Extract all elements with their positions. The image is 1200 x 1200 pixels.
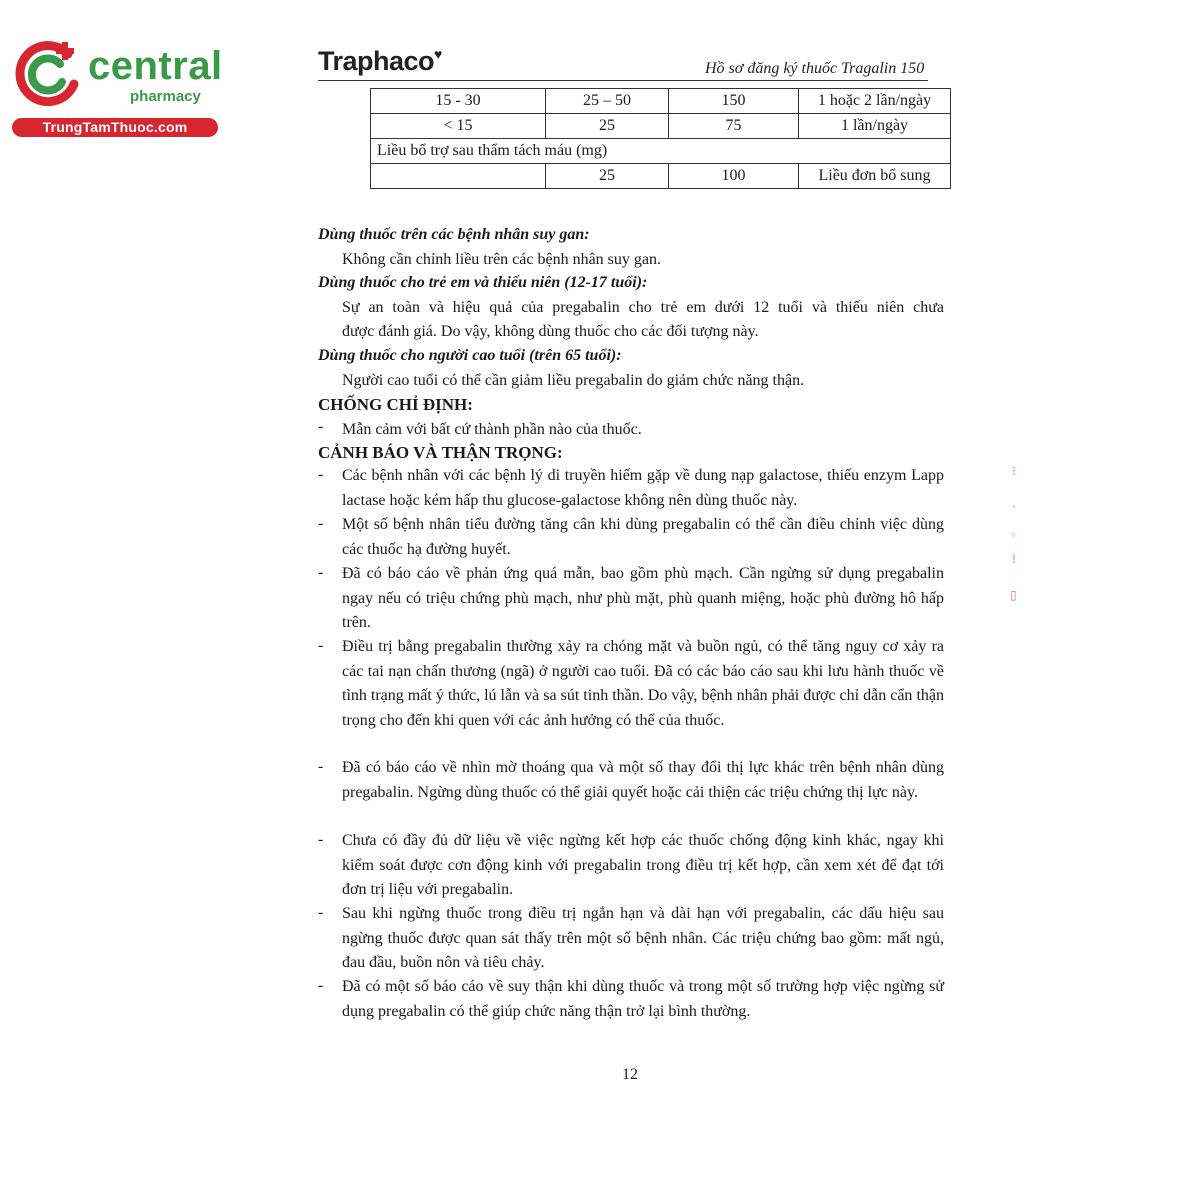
- table-row: [371, 89, 951, 114]
- contraindications-heading: CHỐNG CHỈ ĐỊNH:: [318, 395, 473, 414]
- table-cell: 25: [546, 164, 669, 189]
- warning-item: Đã có một số báo cáo về suy thận khi dùng thuốc và trong một số trường hợp việc ngừng sử dụng pregabalin có thể giúp chức năng thận trở lại bình thường.: [342, 978, 944, 1020]
- list-bullet: -: [318, 831, 324, 848]
- table-row: [371, 164, 951, 189]
- pharmacy-logo: [10, 36, 223, 136]
- table-cell: Liều đơn bổ sung: [799, 164, 951, 189]
- company-name: Traphaco: [318, 46, 435, 76]
- logo-subtitle: pharmacy: [130, 88, 201, 105]
- table-cell: [371, 164, 546, 189]
- warning-item: Các bệnh nhân với các bệnh lý di truyền hiếm gặp về dung nạp galactose, thiếu enzym Lapp lactase hoặc kém hấp thu glucose-galactose không nên dùng thuốc này.: [342, 467, 944, 509]
- list-bullet: -: [318, 466, 324, 483]
- liver-heading: Dùng thuốc trên các bệnh nhân suy gan:: [318, 226, 590, 243]
- dose-table: [370, 88, 951, 189]
- table-section-label: Liều bổ trợ sau thẩm tách máu (mg): [371, 139, 951, 164]
- company-mark-icon: ♥: [434, 46, 442, 62]
- stamp-mark: ⁝: [1012, 464, 1016, 478]
- table-row: [371, 139, 951, 164]
- list-bullet: -: [318, 418, 324, 435]
- stamp-mark: ◦: [1010, 528, 1018, 542]
- warning-item: Đã có báo cáo về phản ứng quá mẫn, bao gồm phù mạch. Cần ngừng sử dụng pregabalin ngay nếu có triệu chứng phù mạch, như phù mặt, phù quanh miệng, hoặc phù đường hô hấp trên.: [342, 565, 944, 631]
- table-cell: 25 – 50: [546, 89, 669, 114]
- stamp-mark: ·: [1012, 500, 1016, 514]
- list-bullet: -: [318, 758, 324, 775]
- child-heading: Dùng thuốc cho trẻ em và thiếu niên (12-17 tuổi):: [318, 274, 648, 291]
- table-cell: 1 hoặc 2 lần/ngày: [799, 89, 951, 114]
- warning-item: Đã có báo cáo về nhìn mờ thoáng qua và một số thay đổi thị lực khác trên bệnh nhân dùng pregabalin. Ngừng dùng thuốc có thể giải quyết hoặc cải thiện các triệu chứng thị lực này.: [342, 759, 944, 801]
- list-bullet: -: [318, 977, 324, 994]
- warnings-heading: CẢNH BÁO VÀ THẬN TRỌNG:: [318, 443, 563, 462]
- warning-item: Điều trị bằng pregabalin thường xảy ra chóng mặt và buồn ngủ, có thể tăng nguy cơ xảy ra các tai nạn chấn thương (ngã) ở người cao tuổi. Đã có các báo cáo sau khi lưu hành thuốc về tình trạng mất ý thức, lú lẫn và sa sút tinh thần. Do vậy, bệnh nhân phải được chỉ dẫn cẩn thận trọng cho đến khi quen với các ảnh hưởng có thể của thuốc.: [342, 638, 944, 729]
- elderly-text: Người cao tuổi có thể cần giảm liều pregabalin do giảm chức năng thận.: [342, 372, 805, 389]
- table-cell: 75: [669, 114, 799, 139]
- list-bullet: -: [318, 515, 324, 532]
- table-row: [371, 114, 951, 139]
- page-number: 12: [622, 1066, 638, 1083]
- stamp-mark: ⁞: [1012, 552, 1016, 566]
- child-text-line-2: được đánh giá. Do vậy, không dùng thuốc cho các đối tượng này.: [342, 323, 759, 340]
- list-bullet: -: [318, 564, 324, 581]
- pharmacy-logo-icon: [10, 36, 90, 116]
- table-cell: 25: [546, 114, 669, 139]
- table-cell: 150: [669, 89, 799, 114]
- logo-brand: central: [88, 44, 223, 88]
- table-cell: 15 - 30: [371, 89, 546, 114]
- liver-text: Không cần chỉnh liều trên các bệnh nhân suy gan.: [342, 251, 662, 268]
- warning-item: Một số bệnh nhân tiểu đường tăng cân khi dùng pregabalin có thể cần điều chỉnh việc dùng các thuốc hạ đường huyết.: [342, 516, 944, 558]
- header-divider: [318, 80, 928, 81]
- contraindication-item: Mẫn cảm với bất cứ thành phần nào của thuốc.: [342, 421, 642, 438]
- table-cell: 100: [669, 164, 799, 189]
- document-title: Hồ sơ đăng ký thuốc Tragalin 150: [705, 60, 925, 77]
- table-cell: 1 lần/ngày: [799, 114, 951, 139]
- company-logo: [318, 46, 442, 77]
- warning-item: Chưa có đầy đủ dữ liệu về việc ngừng kết hợp các thuốc chống động kinh khác, ngay khi kiểm soát được cơn động kinh với pregabalin trong điều trị kết hợp, cần xem xét để đạt tới đơn trị liệu với pregabalin.: [342, 832, 944, 898]
- warning-item: Sau khi ngừng thuốc trong điều trị ngắn hạn và dài hạn với pregabalin, các dấu hiệu sau ngừng thuốc được quan sát thấy trên một số bệnh nhân. Các triệu chứng bao gồm: mất ngủ, đau đầu, buồn nôn và tiêu chảy.: [342, 905, 944, 971]
- elderly-heading: Dùng thuốc cho người cao tuổi (trên 65 tuổi):: [318, 347, 622, 364]
- child-text-line-1: Sự an toàn và hiệu quả của pregabalin cho trẻ em dưới 12 tuổi và thiếu niên chưa: [342, 299, 944, 316]
- list-bullet: -: [318, 637, 324, 654]
- table-cell: < 15: [371, 114, 546, 139]
- list-bullet: -: [318, 904, 324, 921]
- logo-url: TrungTamThuoc.com: [12, 118, 218, 137]
- stamp-mark: ▯: [1010, 588, 1017, 602]
